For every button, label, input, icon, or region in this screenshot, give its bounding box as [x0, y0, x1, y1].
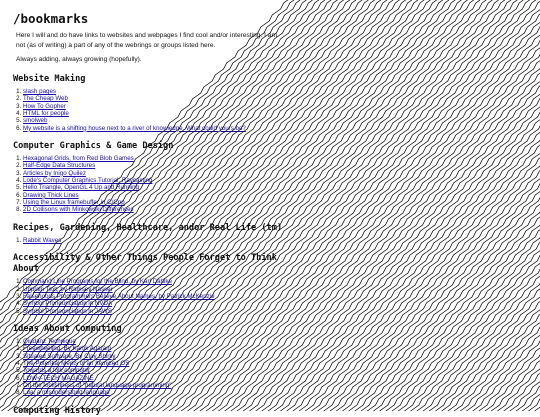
bookmark-link[interactable]: Rabbit Waves	[23, 236, 62, 244]
pattern-line	[423, 0, 540, 411]
bookmark-link[interactable]: The Potential Merits of an Itemized OS	[23, 359, 130, 367]
list-item	[23, 110, 287, 117]
link-list	[13, 88, 287, 132]
pattern-line	[504, 0, 540, 411]
pattern-line	[466, 0, 540, 411]
pattern-line	[460, 0, 540, 411]
pattern-line	[380, 0, 540, 411]
section-heading: Computing History	[13, 405, 101, 416]
bookmark-link[interactable]: LOW<-TECH MAGAZINE	[23, 374, 94, 382]
pattern-line	[454, 0, 540, 411]
bookmark-link[interactable]: How To Gopher	[23, 102, 66, 110]
pattern-line	[497, 0, 540, 411]
pattern-line	[411, 0, 540, 411]
bookmark-link[interactable]: HTML for people	[23, 110, 69, 118]
pattern-line	[330, 0, 540, 411]
section-heading: Ideas About Computing	[13, 323, 122, 334]
pattern-line	[262, 0, 540, 411]
section-heading: Accessibility & Other Things People Forget to Think About	[13, 253, 277, 275]
decorative-wave-pattern	[297, 0, 540, 405]
bookmark-link[interactable]: Towards a folk computer	[23, 367, 91, 375]
list-item	[23, 95, 287, 102]
bookmark-link[interactable]: My website is a shifting house next to a river of knowledge. What could yours be?	[23, 124, 246, 132]
list-item	[23, 382, 287, 389]
bookmark-link[interactable]: Symbol Pronounciation in NVDA	[23, 300, 113, 308]
bookmark-link[interactable]: Lua, a misunderstood language	[23, 389, 110, 397]
pattern-line	[287, 0, 540, 411]
pattern-line	[386, 0, 540, 411]
bookmark-link[interactable]: Half-Edge Data Structures	[23, 162, 96, 170]
bookmark-link[interactable]: smolweb	[23, 117, 48, 125]
pattern-line	[274, 0, 540, 411]
intro-paragraph: Here I will and do have links to websites and webpages I find cool and/or interesting. I am not (as of writing) a part of any of the webrings or groups listed here.	[16, 32, 277, 49]
link-list	[13, 155, 287, 214]
bookmark-link[interactable]: Symbol Pronounciation in JAWS	[23, 307, 112, 315]
pattern-line	[373, 0, 540, 411]
bookmark-link[interactable]: On the foolishness of "natural language programming"	[23, 381, 172, 389]
pattern-line	[336, 0, 540, 411]
list-item	[23, 162, 287, 169]
bookmark-link[interactable]: Drawing Thick Lines	[23, 191, 79, 199]
list-item	[23, 308, 287, 315]
bookmark-link[interactable]: Hexagonal Grids, from Red Blob Games	[23, 155, 134, 163]
list-item	[23, 375, 287, 382]
list-item	[23, 88, 287, 95]
bookmark-link[interactable]: Hello Triangle, OpenGL 4 Up and Running	[23, 184, 140, 192]
section-heading: Recipes, Gardening, Healthcare, andor Real Life (tm)	[13, 222, 283, 233]
bookmark-link[interactable]: Qiudanz Technique	[23, 337, 76, 345]
pattern-line	[417, 0, 540, 411]
bookmark-link[interactable]: Articles by Inigo Quilez	[23, 169, 86, 177]
pattern-line	[293, 0, 540, 411]
bookmark-link[interactable]: Lode's Computer Graphics Tutorial: Raycasting	[23, 177, 153, 185]
pattern-line	[299, 0, 540, 411]
pattern-line	[522, 0, 540, 411]
bookmark-link[interactable]: Unplain Text, by Ramsey Nasser	[23, 285, 113, 293]
list-item	[23, 117, 287, 124]
bookmark-link[interactable]: Situated Software, By Clay Shirky	[23, 352, 116, 360]
bookmark-link[interactable]: Command Line Programs for the Blind, by Karl Dahlke	[23, 278, 172, 286]
page-title: /bookmarks	[13, 11, 89, 26]
section-heading: Computer Graphics & Game Design	[13, 141, 174, 152]
pattern-line	[535, 0, 540, 411]
pattern-line	[342, 0, 540, 411]
pattern-line	[256, 0, 540, 411]
list-item	[23, 103, 287, 110]
bookmark-link[interactable]: slash pages	[23, 88, 57, 95]
bookmark-link[interactable]: Freewheeling, By Kartik Agaram	[23, 345, 112, 353]
bookmark-link[interactable]: Falsehoods Programmers Believe About Names, by Patrick McKenzie	[23, 292, 215, 300]
intro-note: Always adding, always growing (hopefully).	[16, 56, 142, 63]
bookmark-link[interactable]: Using the Linux framebuffer in C/Cpp	[23, 199, 125, 207]
bookmark-link[interactable]: 2D Collisons with Minkowski Differences	[23, 206, 134, 214]
pattern-line	[510, 0, 540, 411]
bookmark-link[interactable]: The Cheap Web	[23, 95, 68, 103]
list-item	[23, 177, 287, 184]
section-heading: Website Making	[13, 74, 86, 84]
pattern-line	[398, 0, 540, 411]
